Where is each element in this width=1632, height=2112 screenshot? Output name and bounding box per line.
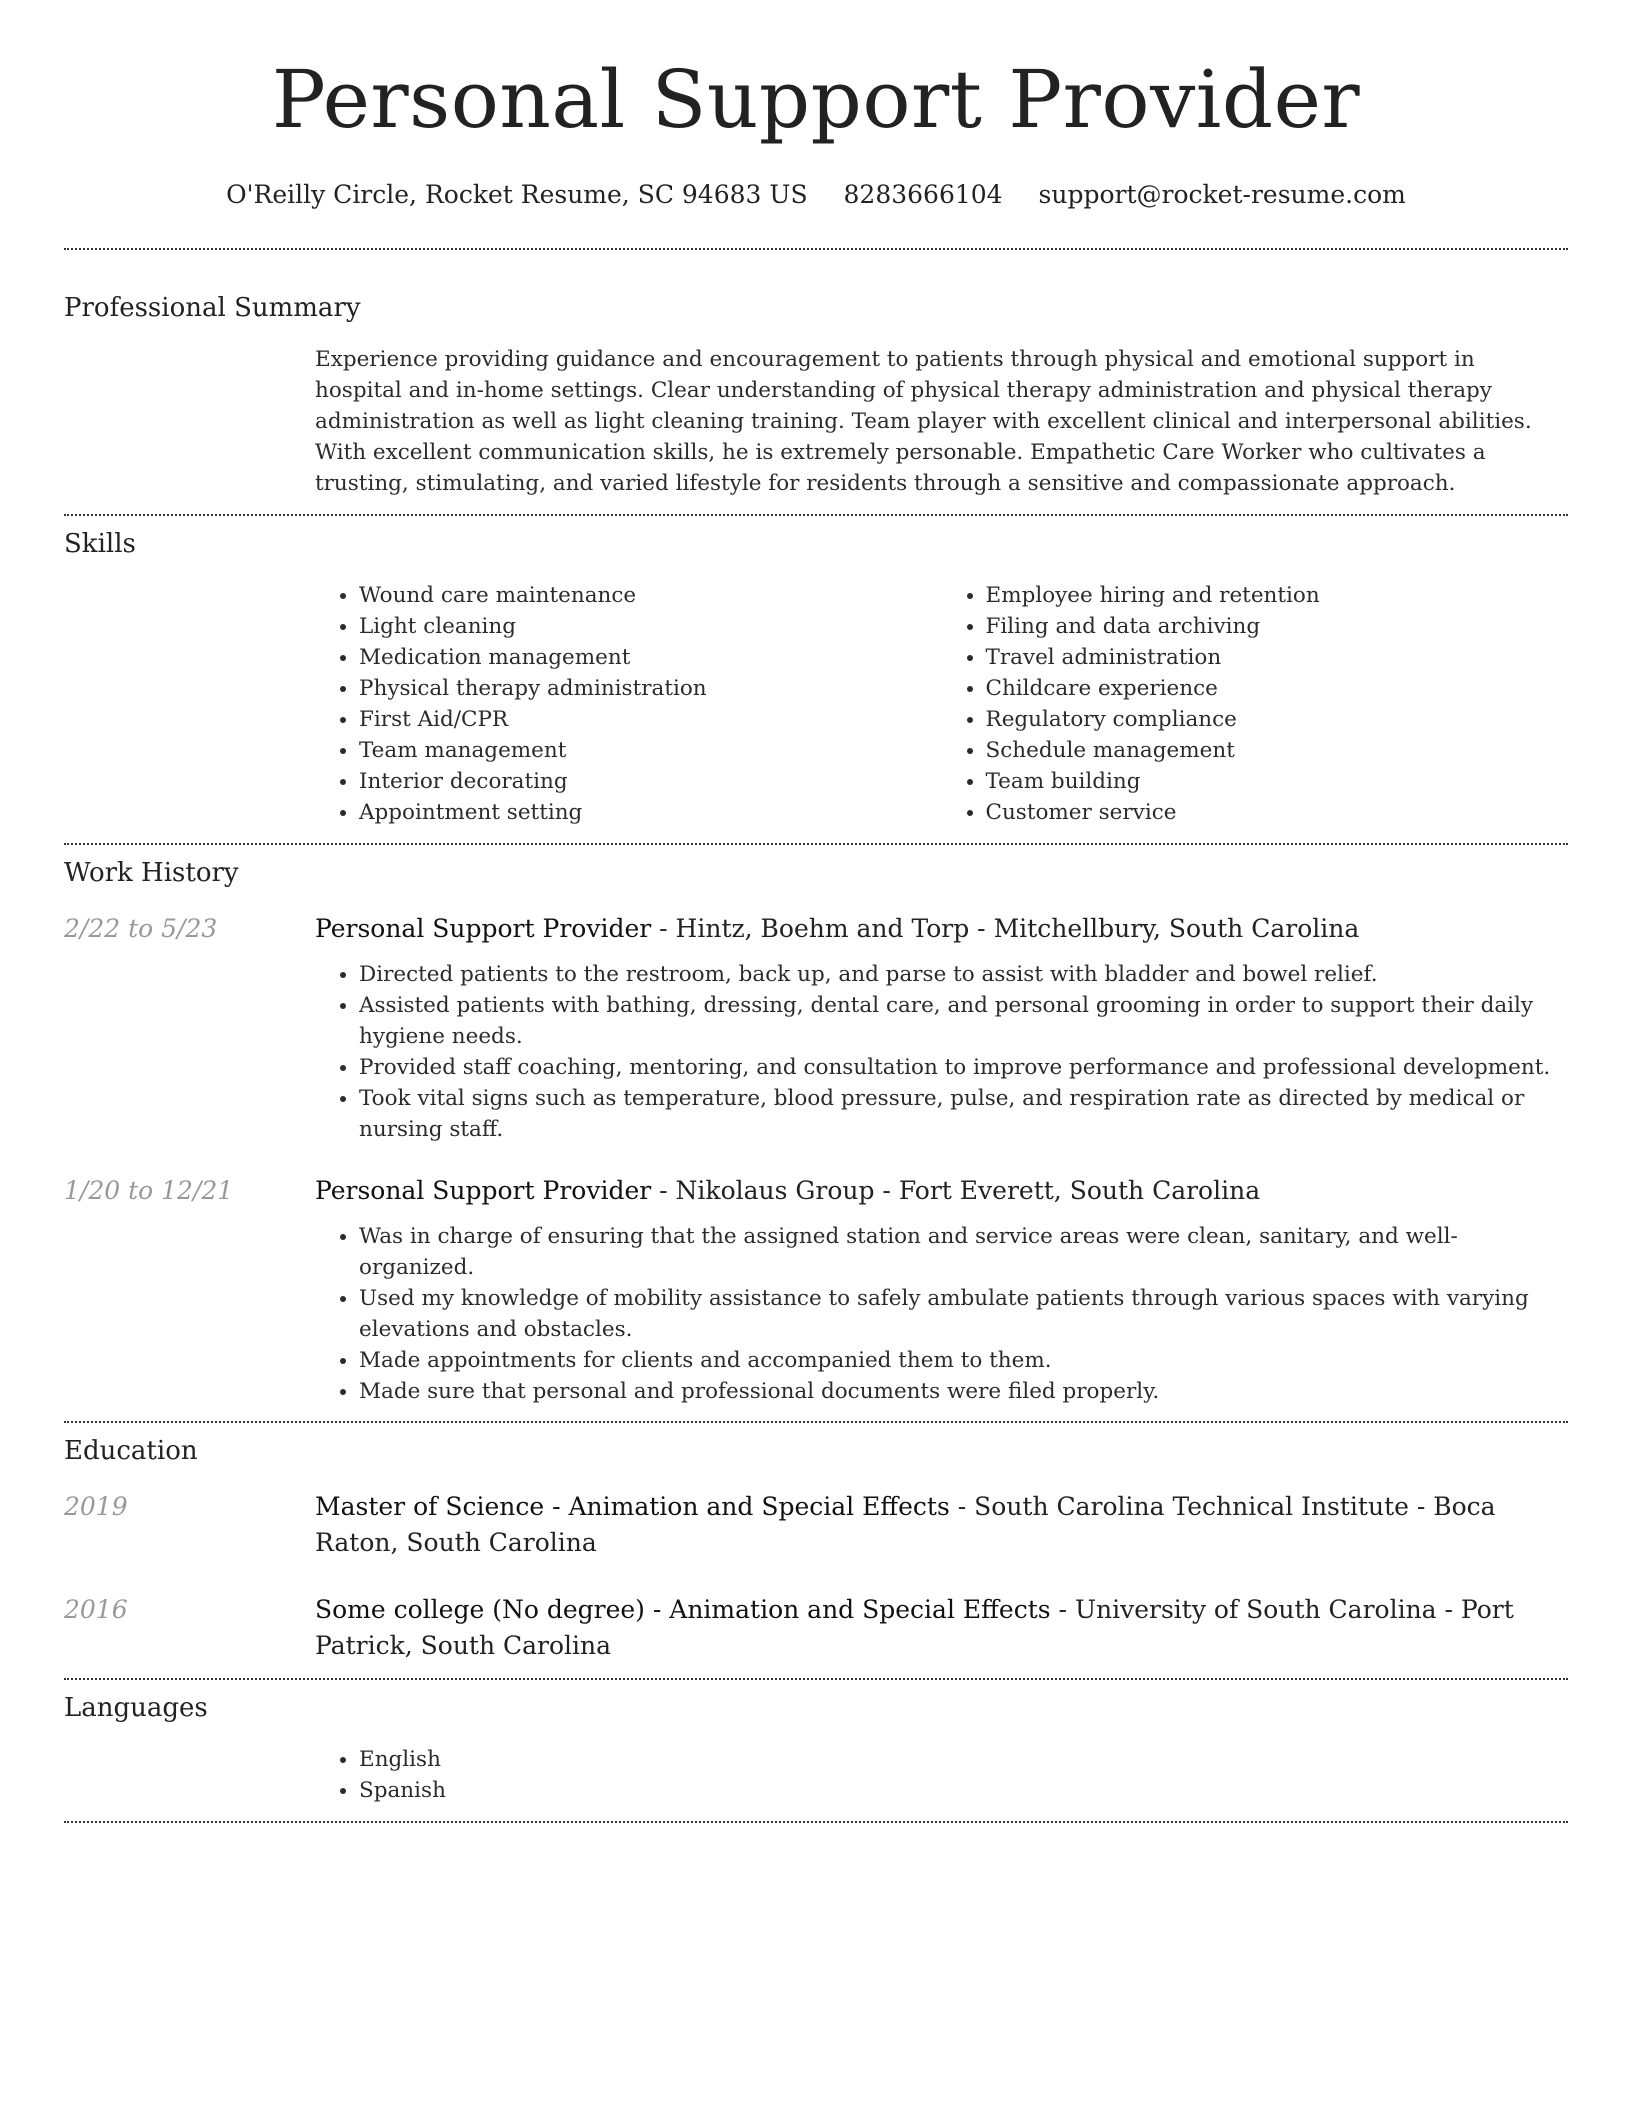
languages-bullets — [315, 1744, 1568, 1806]
languages-title: Languages — [64, 1693, 208, 1723]
education-location: Boca Raton, South Carolina — [315, 1492, 1496, 1557]
list-item: • English — [359, 1744, 1568, 1775]
list-item: • Spanish — [359, 1775, 1568, 1806]
list-item: • Travel administration — [986, 642, 1569, 673]
job-entry — [64, 1173, 1568, 1421]
languages-section — [64, 1680, 1568, 1821]
list-item: • Medication management — [359, 642, 942, 673]
list-item: • Childcare experience — [986, 673, 1569, 704]
candidate-name: Personal Support Provider — [271, 53, 1361, 146]
education-entry — [64, 1489, 1568, 1561]
list-item: • Appointment setting — [359, 797, 942, 828]
list-item: • Schedule management — [986, 735, 1569, 766]
divider — [64, 1821, 1568, 1823]
education-location: Port Patrick, South Carolina — [315, 1595, 1514, 1660]
resume-header — [64, 0, 1568, 210]
list-item: • Employee hiring and retention — [986, 580, 1569, 611]
education-year: 2019 — [64, 1492, 128, 1521]
job-dates: 2/22 to 5/23 — [64, 914, 218, 943]
job-role: Personal Support Provider — [315, 914, 652, 943]
job-bullets — [315, 1221, 1568, 1421]
list-item: • Customer service — [986, 797, 1569, 828]
list-item: • Light cleaning — [359, 611, 942, 642]
education-year: 2016 — [64, 1595, 128, 1624]
work-title: Work History — [64, 858, 239, 888]
work-section — [64, 845, 1568, 1421]
education-title: Education — [64, 1436, 198, 1466]
job-location: Fort Everett, South Carolina — [898, 1176, 1261, 1205]
job-body — [315, 1173, 1568, 1421]
education-degree: Some college (No degree) - Animation and Special Effects — [315, 1595, 1051, 1624]
job-dates: 1/20 to 12/21 — [64, 1176, 234, 1205]
education-details: Some college (No degree) - Animation and Special Effects - University of South Carolina - Port Patrick, South Carolina — [315, 1595, 1514, 1660]
skills-column-left — [315, 580, 942, 828]
contact-line — [64, 180, 1568, 210]
list-item: • Filing and data archiving — [986, 611, 1569, 642]
list-item: • First Aid/CPR — [359, 704, 942, 735]
education-school: University of South Carolina — [1074, 1595, 1437, 1624]
skills-list — [315, 580, 1568, 843]
list-item: • Team management — [359, 735, 942, 766]
job-company: Hintz, Boehm and Torp — [675, 914, 970, 943]
job-location: Mitchellbury, South Carolina — [993, 914, 1360, 943]
summary-text: Experience providing guidance and encouragement to patients through physical and emotional support in hospital and in-home settings. Clear understanding of physical therapy administration and physical therapy administration as well as light cleaning training. Team player with excellent clinical and interpersonal abilities. With excellent communication skills, he is extremely personable. Empathetic Care Worker who cultivates a trusting, stimulating, and varied lifestyle for residents through a sensitive and compassionate approach. — [315, 347, 1532, 496]
job-body — [315, 911, 1568, 1145]
list-item: • Took vital signs such as temperature, blood pressure, pulse, and respiration rate as directed by medical or nursing staff. — [359, 1083, 1568, 1145]
job-heading: Personal Support Provider - Nikolaus Group - Fort Everett, South Carolina — [315, 1176, 1261, 1205]
list-item: • Physical therapy administration — [359, 673, 942, 704]
list-item: • Used my knowledge of mobility assistance to safely ambulate patients through various spaces with varying elevations and obstacles. — [359, 1283, 1568, 1345]
education-school: South Carolina Technical Institute — [974, 1492, 1409, 1521]
education-entry — [64, 1592, 1568, 1678]
contact-email: support@rocket-resume.com — [1038, 180, 1406, 209]
job-company: Nikolaus Group — [675, 1176, 875, 1205]
resume-page — [64, 0, 1568, 1823]
list-item: • Team building — [986, 766, 1569, 797]
summary-section — [64, 250, 1568, 514]
job-bullets — [315, 959, 1568, 1145]
list-item: • Provided staff coaching, mentoring, and consultation to improve performance and professional development. — [359, 1052, 1568, 1083]
list-item: • Made sure that personal and professional documents were filed properly. — [359, 1376, 1568, 1407]
job-role: Personal Support Provider — [315, 1176, 652, 1205]
education-degree: Master of Science - Animation and Special Effects — [315, 1492, 950, 1521]
skills-title: Skills — [64, 529, 136, 559]
list-item: • Was in charge of ensuring that the assigned station and service areas were clean, sanitary, and well-organized. — [359, 1221, 1568, 1283]
education-section — [64, 1423, 1568, 1678]
summary-title: Professional Summary — [64, 293, 361, 323]
job-heading: Personal Support Provider - Hintz, Boehm and Torp - Mitchellbury, South Carolina — [315, 914, 1360, 943]
languages-list — [315, 1744, 1568, 1821]
job-entry — [64, 911, 1568, 1145]
education-details: Master of Science - Animation and Special Effects - South Carolina Technical Institute - Boca Raton, South Carolina — [315, 1492, 1496, 1557]
list-item: • Assisted patients with bathing, dressing, dental care, and personal grooming in order to support their daily hygiene needs. — [359, 990, 1568, 1052]
skills-column-right — [942, 580, 1569, 828]
list-item: • Wound care maintenance — [359, 580, 942, 611]
list-item: • Made appointments for clients and accompanied them to them. — [359, 1345, 1568, 1376]
list-item: • Directed patients to the restroom, back up, and parse to assist with bladder and bowel relief. — [359, 959, 1568, 990]
skills-section — [64, 516, 1568, 843]
list-item: • Interior decorating — [359, 766, 942, 797]
contact-phone: 8283666104 — [843, 180, 1003, 209]
list-item: • Regulatory compliance — [986, 704, 1569, 735]
contact-address: O'Reilly Circle, Rocket Resume, SC 94683 US — [226, 180, 808, 209]
